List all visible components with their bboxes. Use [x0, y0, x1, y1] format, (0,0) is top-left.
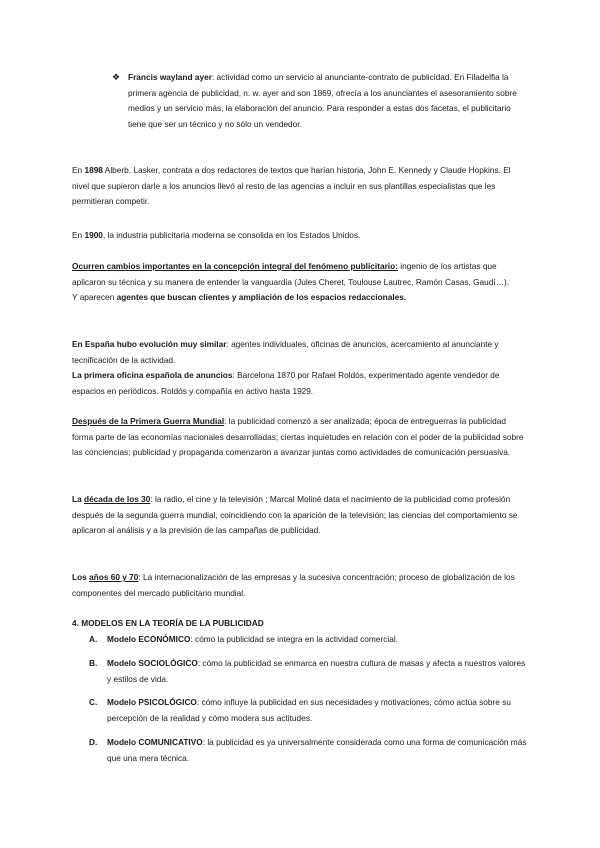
espana-line2-bold: La primera oficina española de anuncios [72, 370, 233, 380]
model-name: Modelo ECONÓMICO [107, 634, 191, 644]
espana-lead: En España hubo evolución muy similar [72, 339, 227, 349]
model-letter: A. [89, 634, 98, 644]
bullet-francis-ayer [112, 70, 528, 132]
decada30-text: : la radio, el cine y la televisión ; Marcal Moliné data el nacimiento de la publicidad como profesión después de la segunda guerra mundial, coincidiendo con la aparición de la televisión; las ciencias del comportamiento se aplicaron al análisis y a la previsión de las campañas de publicidad. [72, 494, 518, 535]
model-item-b [89, 656, 528, 687]
espana-text: : agentes individuales, oficinas de anuncios, acercamiento al anunciante y tecnificación de la actividad. [72, 339, 499, 365]
model-text: : cómo la publicidad se integra en la actividad comercial. [190, 634, 398, 644]
model-text: : cómo influye la publicidad en sus necesidades y motivaciones, cómo actúa sobre su percepción de la realidad y cómo modera sus actitudes. [107, 697, 511, 723]
section-title: 4. MODELOS EN LA TEORÍA DE LA PUBLICIDAD [72, 618, 264, 628]
espana-line2-text: : Barcelona 1870 por Rafael Roldós, experimentado agente vendedor de espacios en periódicos. Roldós y compañía en activo hasta 1929. [72, 370, 500, 396]
paragraph-guerra [72, 414, 528, 461]
model-name: Modelo COMUNICATIVO [107, 737, 203, 747]
paragraph-1898 [72, 163, 528, 210]
decada30-under: década de los 30 [84, 494, 151, 504]
p1900-text: , la industria publicitaria moderna se consolida en los Estados Unidos. [102, 230, 361, 240]
cambios-lead: Ocurren cambios importantes en la concepción integral del fenómeno publicitario: [72, 261, 398, 271]
anos60-pre: Los [72, 572, 90, 582]
paragraph-anos-60 [72, 570, 528, 601]
model-item-c [89, 695, 528, 726]
model-text: : cómo la publicidad se enmarca en nuestra cultura de masas y afecta a nuestros valores y estilos de vida. [107, 658, 526, 684]
model-letter: B. [89, 658, 98, 668]
paragraph-1900 [72, 228, 528, 244]
model-name: Modelo SOCIOLÓGICO [107, 658, 198, 668]
model-item-d [89, 735, 528, 766]
guerra-lead: Después de la Primera Guerra Mundial [72, 416, 225, 426]
guerra-text: : la publicidad comenzó a ser analizada; época de entreguerras la publicidad forma parte de las economías nacionales desarrolladas; ciertas inquietudes en relación con el poder de la publicidad sobre las conciencias; publicidad y propaganda comenzaron a avanzar juntas como actividades de comunicación persuasiva. [72, 416, 524, 457]
p1898-year: 1898 [84, 165, 103, 175]
cambios-line2-bold: agentes que buscan clientes y ampliación de los espacios redaccionales. [116, 292, 407, 302]
paragraph-decada-30 [72, 492, 528, 539]
model-text: : la publicidad es ya universalmente considerada como una forma de comunicación más que una mera técnica. [107, 737, 527, 763]
bullet-text [128, 70, 528, 132]
p1900-year: 1900 [84, 230, 103, 240]
diamond-bullet-icon: ❖ [112, 72, 121, 82]
model-letter: C. [89, 697, 98, 707]
paragraph-cambios [72, 259, 528, 306]
model-letter: D. [89, 737, 98, 747]
model-item-a [89, 632, 528, 648]
anos60-under: años 60 y 70 [89, 572, 139, 582]
p1898-pre: En [72, 165, 85, 175]
cambios-text: ingenio de los artistas que aplicaron su técnica y su manera de entender la vanguardia (Jules Cheret, Toulouse Lautrec, Ramón Casas, Gaudí…). [72, 261, 510, 287]
model-name: Modelo PSICOLÓGICO [107, 697, 197, 707]
paragraph-espana [72, 337, 528, 399]
decada30-pre: La [72, 494, 84, 504]
anos60-text: : La internacionalización de las empresas y la sucesiva concentración; proceso de globalización de los componentes del mercado publicitario mundial. [72, 572, 515, 598]
bullet-body: : actividad como un servicio al anunciante-contrato de publicidad. En Filadelfia la primera agencia de publicidad, n. w. ayer and son 1869, ofrecía a los anunciantes el asesoramiento sobre medios y un servicio más, la elaboración del anuncio. Para responder a estas dos facetas, el publicitario tiene que ser un técnico y no sólo un vendedor. [128, 72, 517, 129]
p1898-text: Alberb. Lasker, contrata a dos redactores de textos que harían historia, John E. Kennedy y Claude Hopkins. El nivel que supieron darle a los anuncios llevó al resto de las agencias a incluir en sus plantillas especialistas que les permitieran competir. [72, 165, 511, 206]
cambios-line2-pre: Y aparecen [72, 292, 117, 302]
p1900-pre: En [72, 230, 85, 240]
bullet-lead: Francis wayland ayer [128, 72, 212, 82]
